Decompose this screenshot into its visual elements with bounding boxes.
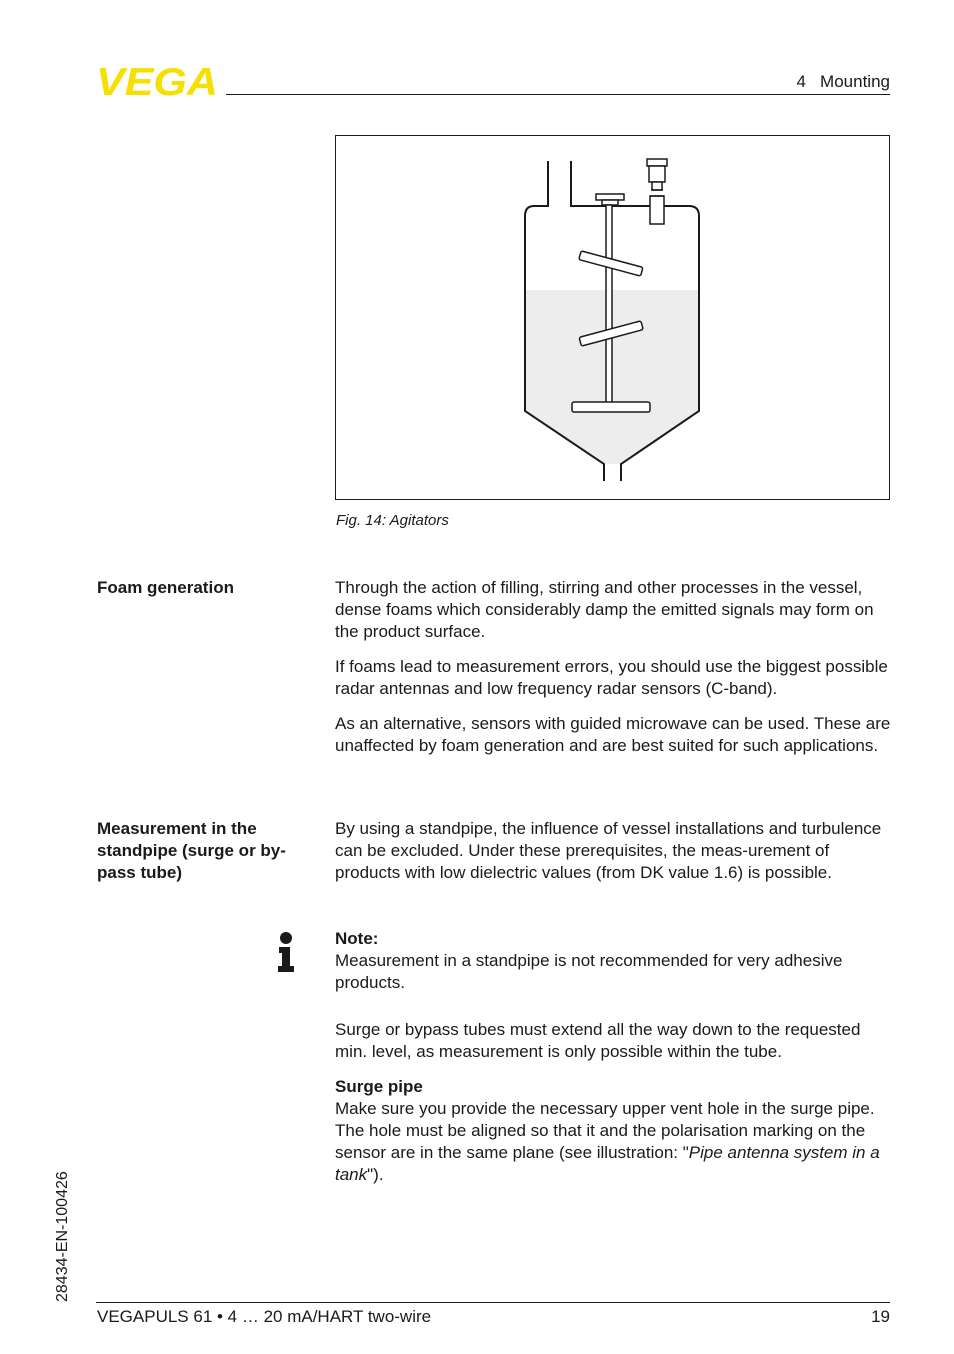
sensor-head: [647, 159, 667, 166]
agitator-shaft: [606, 205, 612, 411]
header-rule: [226, 94, 890, 95]
subsection-text: Make sure you provide the necessary upper vent hole in the surge pipe. The hole must be aligned so that it and the polarisation marking on the sensor are in the same plane (see illustration: "Pipe antenna system in a tank").: [335, 1099, 880, 1184]
note-text: Measurement in a standpipe is not recommended for very adhesive products.: [335, 951, 843, 992]
agitator-flange: [596, 194, 624, 200]
section-heading-standpipe: Measurement in the standpipe (surge or by-pass tube): [97, 819, 286, 882]
info-icon: [276, 932, 296, 972]
paragraph: If foams lead to measurement errors, you should use the biggest possible radar antennas and low frequency radar sensors (C-band).: [335, 657, 888, 698]
paragraph: Through the action of filling, stirring and other processes in the vessel, dense foams which considerably damp the emitted signals may form on the product surface.: [335, 578, 874, 641]
subsection-title: Surge pipe: [335, 1077, 423, 1096]
footer-rule: [96, 1302, 890, 1303]
section-heading-foam: Foam generation: [97, 578, 234, 597]
page-number: 19: [871, 1307, 890, 1326]
note-title: Note:: [335, 929, 379, 948]
sensor-housing: [649, 166, 665, 182]
agitator-bottom-blade: [572, 402, 650, 412]
chapter-heading: 4 Mounting: [796, 72, 890, 91]
paragraph: By using a standpipe, the influence of vessel installations and turbulence can be excluded. Under these prerequisites, the meas-urement of products with low dielectric values (from DK value 1.6) is possible.: [335, 819, 882, 882]
note-block: [335, 928, 895, 1199]
agitator-illustration: [336, 136, 889, 499]
sensor-thread: [652, 182, 662, 190]
figure-caption: Fig. 14: Agitators: [336, 512, 449, 529]
paragraph: Surge or bypass tubes must extend all the way down to the requested min. level, as measurement is only possible within the tube.: [335, 1020, 861, 1061]
sensor-antenna: [650, 196, 664, 224]
section-body-foam: [335, 577, 895, 770]
brand-text: VEGA: [96, 64, 218, 98]
figure-agitators: [335, 135, 890, 500]
document-number: 28434-EN-100426: [54, 1171, 71, 1302]
cross-reference-link[interactable]: Pipe antenna system in a tank: [335, 1143, 880, 1184]
section-body-standpipe: [335, 818, 895, 897]
footer-product: VEGAPULS 61 • 4 … 20 mA/HART two-wire: [97, 1307, 432, 1326]
vega-logo: [96, 64, 220, 98]
paragraph: As an alternative, sensors with guided microwave can be used. These are unaffected by foam generation and are best suited for such applications.: [335, 714, 891, 755]
